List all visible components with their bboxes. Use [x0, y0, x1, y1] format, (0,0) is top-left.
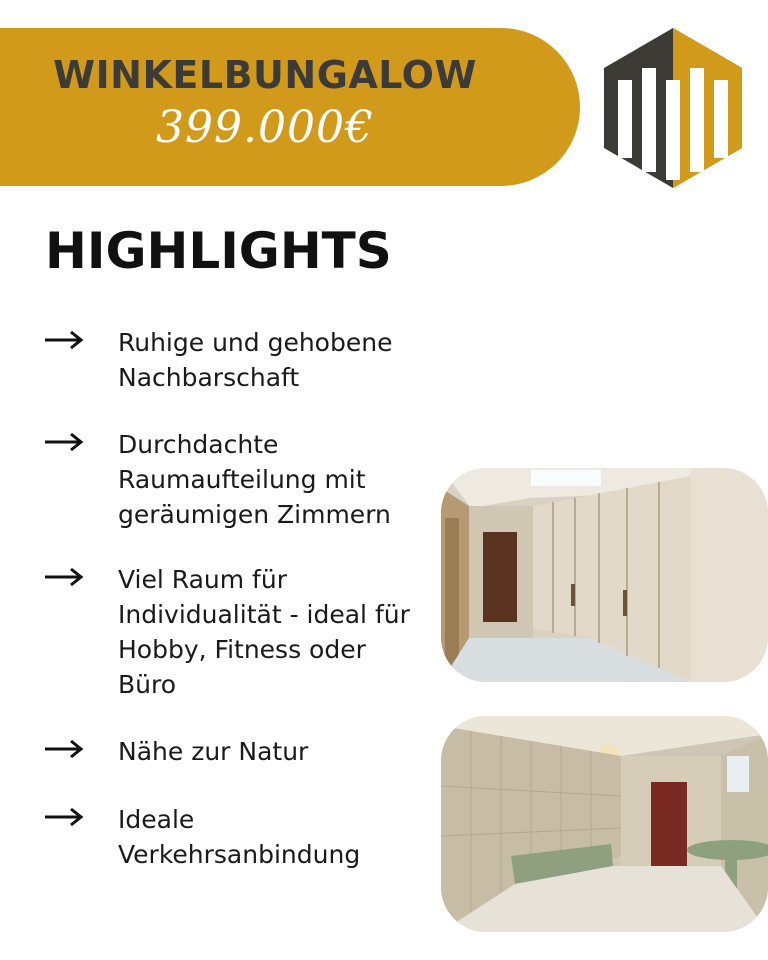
highlight-text: Ruhige und gehobene Nachbarschaft [118, 328, 393, 392]
highlights-heading: HIGHLIGHTS [45, 222, 392, 280]
highlight-text: Durchdachte Raumaufteilung mit geräumigen Zimmern [118, 430, 391, 529]
highlight-text: Ideale Verkehrsanbindung [118, 805, 361, 869]
property-type-title: WINKELBUNGALOW [53, 53, 477, 97]
hallway-photo [441, 468, 768, 682]
arrow-right-icon [44, 739, 84, 759]
arrow-right-icon [44, 432, 84, 452]
arrow-right-icon [44, 807, 84, 827]
highlight-text: Nähe zur Natur [118, 737, 309, 766]
price-label: 399.000€ [156, 102, 374, 153]
arrow-right-icon [44, 567, 84, 587]
building-logo-icon [604, 28, 742, 188]
bathroom-photo [441, 716, 768, 932]
highlight-text: Viel Raum für Individualität - ideal für Hobby, Fitness oder Büro [118, 565, 410, 699]
arrow-right-icon [44, 330, 84, 350]
